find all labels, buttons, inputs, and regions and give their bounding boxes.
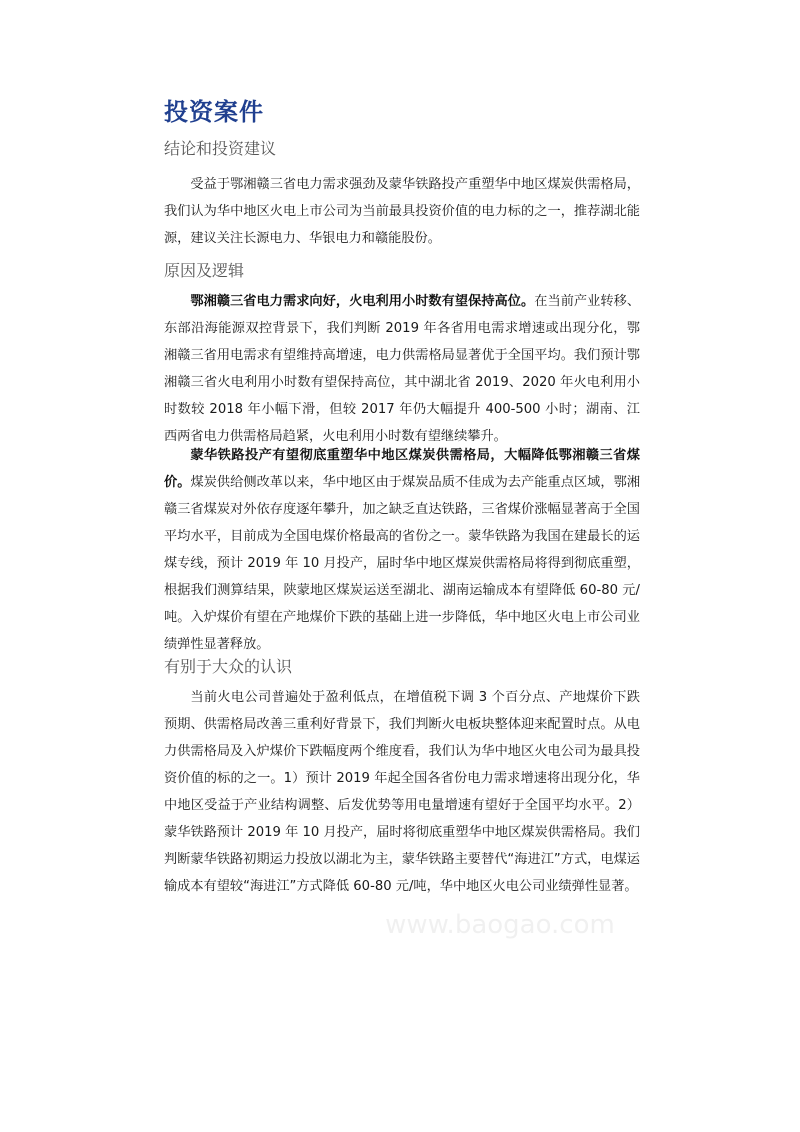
paragraph-different-view: 当前火电公司普遍处于盈利低点，在增值税下调 3 个百分点、产地煤价下跌预期、供需格局改善三重利好背景下，我们判断火电板块整体迎来配置时点。从电力供需格局及入炉煤价下跌幅度两个维度看，我们认为华中地区火电公司为最具投资价值的标的之一。1）预计 2019 年起全国各省份电力需求增速将出现分化，华中地区受益于产业结构调整、后发优势等用电量增速有望好于全国平均水平。2）蒙华铁路预计 2019 年 10 月投产，届时将彻底重塑华中地区煤炭供需格局。我们判断蒙华铁路初期运力投放以湖北为主，蒙华铁路主要替代“海进江”方式，电煤运输成本有望较“海进江”方式降低 60-80 元/吨，华中地区火电公司业绩弹性显著。 <box>164 690 640 894</box>
paragraph-power-demand-body: 在当前产业转移、东部沿海能源双控背景下，我们判断 2019 年各省用电需求增速或出现分化，鄂湘赣三省用电需求有望维持高增速，电力供需格局显著优于全国平均。我们预计鄂湘赣三省火电利用小时数有望保持高位，其中湖北省 2019、2020 年火电利用小时数较 2018 年小幅下滑，但较 2017 年仍大幅提升 400-500 小时；湖南、江西两省电力供需格局趋紧，火电利用小时数有望继续攀升。 <box>164 294 641 444</box>
watermark-logo <box>370 895 630 955</box>
section-heading-different-view: 有别于大众的认识 <box>164 657 293 676</box>
paragraph-conclusion: 受益于鄂湘赣三省电力需求强劲及蒙华铁路投产重塑华中地区煤炭供需格局，我们认为华中地区火电上市公司为当前最具投资价值的电力标的之一，推荐湖北能源，建议关注长源电力、华银电力和赣能股份。 <box>164 177 640 246</box>
section-heading-reasons: 原因及逻辑 <box>164 261 245 280</box>
paragraph-power-demand <box>164 288 640 450</box>
paragraph-menghua-railway-lead: 蒙华铁路投产有望彻底重塑华中地区煤炭供需格局，大幅降低鄂湘赣三省煤价。 <box>164 448 640 490</box>
watermark-text: www.baogao.com <box>385 910 615 940</box>
paragraph-menghua-railway <box>164 442 640 658</box>
section-heading-conclusion: 结论和投资建议 <box>164 139 277 158</box>
paragraph-power-demand-lead: 鄂湘赣三省电力需求向好，火电利用小时数有望保持高位。 <box>190 294 535 309</box>
paragraph-menghua-railway-body: 煤炭供给侧改革以来，华中地区由于煤炭品质不佳成为去产能重点区域，鄂湘赣三省煤炭对外依存度逐年攀升，加之缺乏直达铁路，三省煤价涨幅显著高于全国平均水平，目前成为全国电煤价格最高的省份之一。蒙华铁路为我国在建最长的运煤专线，预计 2019 年 10 月投产，届时华中地区煤炭供需格局将得到彻底重塑，根据我们测算结果，陕蒙地区煤炭运送至湖北、湖南运输成本有望降低 60-80 元/吨。入炉煤价有望在产地煤价下跌的基础上进一步降低，华中地区火电上市公司业绩弹性显著释放。 <box>164 475 641 652</box>
page-title: 投资案件 <box>164 98 264 126</box>
